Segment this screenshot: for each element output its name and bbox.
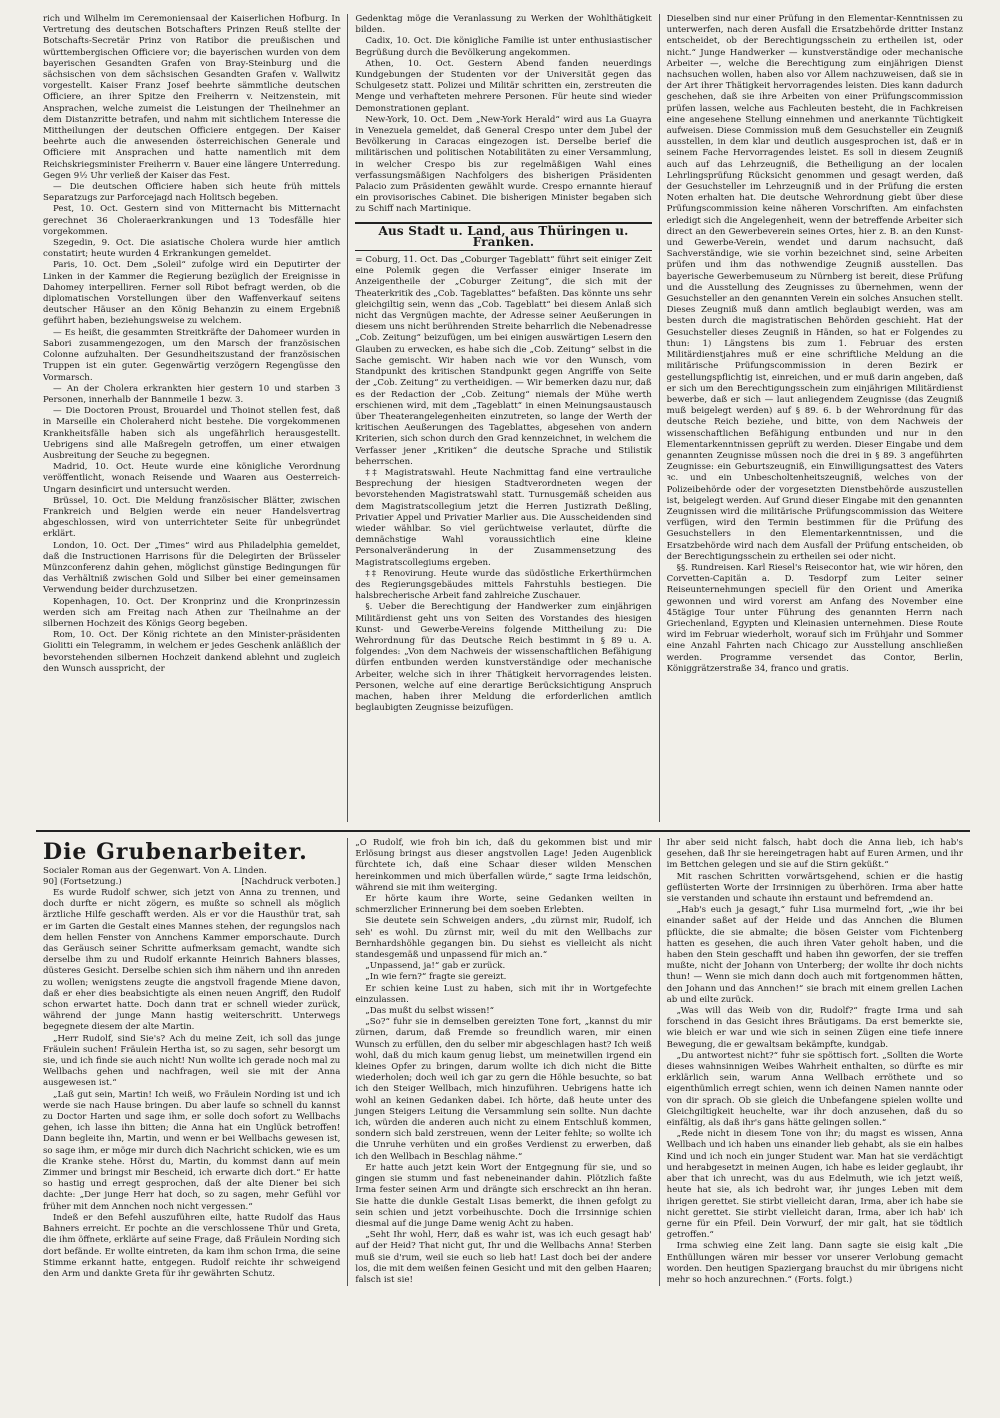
text-paragraph: Er schien keine Lust zu haben, sich mit ihr in Wortgefechte einzulassen. [355, 983, 652, 1005]
section-divider [36, 830, 970, 832]
text-paragraph: „Unpassend, ja!“ gab er zurück. [365, 961, 506, 972]
text-paragraph: Er hörte kaum ihre Worte, seine Gedanken weilten in schmerzlicher Erinnerung bei dem soeben Erlebten. [355, 894, 652, 916]
text-paragraph: rich und Wilhelm im Ceremoniensaal der Kaiserlichen Hofburg. In Vertretung des deutschen Botschafters Prinzen Reuß stellte der Botschafts-Secretär Prinz von Ratibor die preußischen und württembergischen Officiere vor; die bayerischen wurden von dem bayerischen Gesandten Grafen von Bray-Steinburg und die sächsischen von dem sächsischen Gesandten Grafen v. Wallwitz vorgestellt. Kaiser Franz Josef beehrte sämmtliche deutschen Officiere, an ihrer Spitze den Freiherrn v. Neitzenstein, mit Ansprachen, welche zumeist die Leistungen der Theilnehmer an dem Distanzritte betrafen, und nahm mit sichtlichem Interesse die Mittheilungen der deutschen Officiere entgegen. Der Kaiser beehrte auch die anwesenden österreichischen Generale und Officiere mit Ansprachen und hatte namentlich mit dem Reichskriegsminister Freiherrn v. Bauer eine längere Unterredung. Gegen 9½ Uhr verließ der Kaiser das Fest. [43, 14, 341, 181]
feuilleton-column-1 [36, 838, 347, 1286]
text-paragraph: §§. Rundreisen. Karl Riesel's Reisecontor hat, wie wir hören, den Corvetten-Capitän a. D. Tesdorpf zum Leiter seiner Reiseunternehmungen speciell für den Orient und Amerika gewonnen und wird vorerst am Anfang des November eine 45tägige Tour unter Führung des genannten Herrn nach Griechenland, Egypten und Kleinasien unternehmen. Diese Route wird im Februar wiederholt, worauf sich im Frühjahr und Sommer eine Anzahl Fahrten nach Chicago zur Ausstellung anschließen werden. Programme versendet das Contor, Berlin, Königgrätzerstraße 34, franco und gratis. [666, 562, 963, 674]
text-paragraph: — Es heißt, die gesammten Streitkräfte der Dahomeer wurden in Sabori zusammengezogen, um den Marsch der französischen Colonne aufzuhalten. Der Gesundheitszustand der französischen Truppen ist ein guter. Gegenwärtig verzögern Regengüsse den Vormarsch. [43, 327, 341, 383]
text-paragraph: Es wurde Rudolf schwer, sich jetzt von Anna zu trennen, und doch durfte er nicht zögern, es mußte so schnell als möglich ärztliche Hilfe geschafft werden. Als er vor die Hausthür trat, sah er im Garten die Gestalt eines Mannes stehen, der regungslos nach dem hellen Fenster von Annchens Kammer emporschaute. Durch das Geräusch seiner Schritte aufmerksam gemacht, wandte sich derselbe ihm zu und Rudolf erkannte Heinrich Bahners blasses, düsteres Gesicht. Derselbe schien sich ihm nähern und ihn anreden zu wollen; wenigstens zeugte die angstvoll fragende Miene davon, daß er eher dies beabsichtigte als einen neuen Angriff, den Rudolf schon erwartet hatte. Doch dann trat er schnell wieder zurück, während der junge Mann hastig weiterschritt. Unterwegs begegnete diesem der alte Martin. [43, 888, 341, 1033]
text-paragraph: Ihr aber seid nicht falsch, habt doch die Anna lieb, ich hab's gesehen, daß Ihr sie hereingetragen habt auf Euren Armen, und ihr im Bettchen gelegen und sie auf die Stirn geküßt.“ [666, 838, 963, 871]
text-paragraph: ‡‡ Renovirung. Heute wurde das südöstliche Erkerthürmchen des Regierungsgebäudes mittels Fahrstuhls bestiegen. Die halsbrecherische Arbeit fand zahlreiche Zuschauer. [355, 568, 652, 602]
text-paragraph: Dieselben sind nur einer Prüfung in den Elementar-Kenntnissen zu unterwerfen, nach deren Ausfall die Ersatzbehörde dritter Instanz entscheidet, ob der Berechtigungsschein zu ertheilen ist, oder nicht.“ Junge Handwerker — kunstverständige oder mechanische Arbeiter —, welche die Berechtigung zum einjährigen Dienst nachsuchen wollen, haben also vor Allem nachzuweisen, daß sie in der Art ihrer Thätigkeit hervorragendes leisten. Dies kann dadurch geschehen, daß sie ihre Arbeiten von einer Prüfungscommission prüfen lassen, welche aus Fachleuten besteht, die in Fachkreisen eine angesehene Stellung einnehmen und anerkannte Tüchtigkeit aufweisen. Diese Commission muß dem Gesuchsteller ein Zeugniß ausstellen, in dem klar und deutlich ausgesprochen ist, daß er in seinem Fache Hervorragendes leistet. Es soll in diesem Zeugniß auch auf das Lehrzeugniß, die Betheiligung an der localen Lehrlingsprüfung Rücksicht genommen und gesagt werden, daß der Gesuchsteller im Lehrzeugniß und in der Prüfung die ersten Noten erhalten hat. Die deutsche Wehrordnung giebt über diese Prüfungscommission keine näheren Vorschriften. Am einfachsten erledigt sich die Angelegenheit, wenn der betreffende Arbeiter sich direct an den Gewerbeverein seines Ortes, hier z. B. an den Kunst- und Gewerbe-Verein, wendet und darum nachsucht, daß Sachverständige, wie sie vorhin bezeichnet sind, seine Arbeiten prüfen und ihm das nothwendige Zeugniß ausstellen. Das bayerische Gewerbemuseum zu Nürnberg ist bereit, diese Prüfung und die Ausstellung des Zeugnisses zu übernehmen, wenn der Gesuchsteller an den genannten Verein ein solches Ansuchen stellt. Dieses Zeugniß muß dann amtlich beglaubigt werden, was am besten durch die magistratischen Behörden geschieht. Hat der Gesuchsteller dieses Zeugniß in Händen, so hat er Folgendes zu thun: 1) Längstens bis zum 1. Februar des ersten Militärdienstjahres muß er eine schriftliche Meldung an die militärische Prüfungscommission in deren Bezirk er gestellungspflichtig ist, einreichen, und er muß darin angeben, daß er sich um den Berechtigungsschein zum einjährigen Militärdienst bewerbe, daß er sich — laut anliegendem Zeugnisse (das Zeugniß muß beigelegt werden) auf § 89. 6. b der Wehrordnung für das deutsche Reich beziehe, und bitte, von dem Nachweis der wissenschaftlichen Befähigung entbunden und nur in den Elementarkenntnissen geprüft zu werden. Dieser Eingabe und dem genannten Zeugnisse müssen noch die drei in § 89. 3 angeführten Zeugnisse: ein Geburtszeugniß, ein Einwilligungsattest des Vaters ꝛc. und ein Unbescholtenheitszeugniß, welches von der Polizeibehörde oder der vorgesetzten Dienstbehörde auszustellen ist, beigelegt werden. Auf Grund dieser Eingabe mit den genannten Zeugnissen wird die militärische Prüfungscommission das Weitere verfügen, wird den Termin bestimmen für die Prüfung des Gesuchstellers in den Elementarkenntnissen, und die Ersatzbehörde wird nach dem Ausfall der Prüfung entscheiden, ob der Berechtigungsschein zu ertheilen sei oder nicht. [666, 14, 963, 562]
text-paragraph: „So?“ fuhr sie in demselben gereizten Tone fort, „kannst du mir zürnen, darum, daß Fremde so freundlich waren, mir einen Wunsch zu erfüllen, den du selber mir abgeschlagen hast? Ich weiß wohl, daß du mich kaum genug liebst, um meinetwillen irgend ein kleines Opfer zu bringen, darum wollte ich dich nicht die Bitte wiederholen; doch weil ich gar zu gern die Höhle besuchte, so bat ich den Steiger Wellbach, mich hinzuführen. Uebrigens hatte ich wohl an keinen Gedanken dabei. Ich hörte, daß heute unter des jungen Steigers Leitung die Versammlung sein sollte. Nun dachte ich, würden die anderen auch nicht zu einem Entschluß kommen, sondern sich bald zerstreuen, wenn der Leiter fehlte; so wollte ich die Unruhe verhüten und ein großes Verdienst zu erwerben, daß ich den Wellbach in Beschlag nähme.“ [355, 1017, 652, 1162]
text-paragraph: Brüssel, 10. Oct. Die Meldung französischer Blätter, zwischen Frankreich und Belgien werde ein neuer Handelsvertrag abgeschlossen, wird von unterrichteter Seite für unbegründet erklärt. [43, 495, 341, 540]
section-heading: Aus Stadt u. Land, aus Thüringen u. Franken. [355, 222, 651, 251]
text-paragraph: „Herr Rudolf, sind Sie's? Ach du meine Zeit, ich soll das junge Fräulein suchen! Fräulein Hertha ist, so zu sagen, sehr besorgt um sie, und ich finde sie auch nicht! Nun wollte ich gerade noch mal zu Wellbachs gehen und nachfragen, weil sie mit der Anna ausgewesen ist.“ [43, 1033, 341, 1089]
feuilleton-column-3 [659, 838, 970, 1286]
text-paragraph: Kopenhagen, 10. Oct. Der Kronprinz und die Kronprinzessin werden sich am Freitag nach Athen zur Theilnahme an der silbernen Hochzeit des Königs Georg begeben. [43, 596, 341, 629]
continued-label: (Fortsetzung.) [60, 877, 122, 887]
text-paragraph: Mit raschen Schritten vorwärtsgehend, schien er die hastig geflüsterten Worte der Irrsinnigen zu überhören. Irma aber hatte sie verstanden und schaute ihn erstaunt und befremdend an. [666, 871, 963, 905]
text-paragraph: „Du antwortest nicht?“ fuhr sie spöttisch fort. „Sollten die Worte dieses wahnsinnigen Weibes Wahrheit enthalten, so dürfte es mir erklärlich sein, warum Anna Wellbach erröthete und so eigenthümlich erregt schien, wenn ich deinen Namen nannte oder von dir sprach. Ob sie gleich die Unbefangene spielen wollte und Gleichgiltigkeit heuchelte, war ihr doch anzusehen, daß du so einfältig, als daß ihr's gans hätte gelingen sollen.“ [666, 1050, 963, 1129]
text-paragraph: „Hab's euch ja gesagt,“ fuhr Lisa murmelnd fort, „wie ihr bei einander saßet auf der Heide und das Annchen die Blumen pflückte, die sie abmalte; die bösen Geister vom Fichtenberg hatten es gesehen, die auch ihren Vater geholt haben, und die haben den Stein geschafft und haben ihn geworfen, der sie treffen mußte, nicht der Johann von Unterberg; der wollte ihr doch nichts thun! — Wenn sie mich dann doch auch mit fortgenommen hätten, den Johann und das Annchen!“ sie brach mit einem grellen Lachen ab und eilte zurück. [666, 905, 963, 1005]
text-paragraph: — An der Cholera erkrankten hier gestern 10 und starben 3 Personen, innerhalb der Bannmeile 1 bezw. 3. [43, 383, 341, 405]
text-paragraph: — Die Doctoren Proust, Brouardel und Thoinot stellen fest, daß in Marseille ein Choleraherd nicht bestehe. Die vorgekommenen Krankheitsfälle haben sich als ungefährlich herausgestellt. Uebrigens sind alle Maßregeln getroffen, um einer etwaigen Ausbreitung der Seuche zu begegnen. [43, 406, 341, 461]
text-paragraph: — Die deutschen Officiere haben sich heute früh mittels Separatzugs zur Parforcejagd nach Holitsch begeben. [43, 182, 341, 204]
news-column-3 [659, 14, 970, 822]
text-paragraph: Pest, 10. Oct. Gestern sind von Mitternacht bis Mitternacht gerechnet 36 Choleraerkrankungen und 13 Todesfälle hier vorgekommen. [43, 204, 341, 237]
text-paragraph: Rom, 10. Oct. Der König richtete an den Minister-präsidenten Giolitti ein Telegramm, in welchem er jedes Geschenk anläßlich der bevorstehenden silbernen Hochzeit dankend ablehnt und zugleich den Wunsch ausspricht, der [43, 630, 341, 674]
text-paragraph: Irma schwieg eine Zeit lang. Dann sagte sie eisig kalt „Die Enthüllungen wären mir besser vor unserer Verlobung gemacht worden. Den heutigen Spaziergang brauchst du mir übrigens nicht mehr so hoch anzurechnen.“ (Forts. folgt.) [666, 1241, 963, 1285]
text-paragraph: Cadix, 10. Oct. Die königliche Familie ist unter enthusiastischer Begrüßung durch die Bevölkerung angekommen. [355, 36, 652, 58]
news-column-1 [36, 14, 347, 822]
text-paragraph: = Coburg, 11. Oct. Das „Coburger Tageblatt“ führt seit einiger Zeit eine Polemik gegen die Verfasser einiger Inserate im Anzeigentheile der „Coburger Zeitung“, die sich mit der Theaterkritik des „Cob. Tageblattes“ befaßten. Das könnte uns sehr gleichgiltig sein, wenn das „Cob. Tageblatt“ bei diesem Anlaß sich nicht das Vergnügen machte, der Adresse seiner Aeußerungen in diesem uns nicht berührenden Streite beharrlich die Nebenadresse „Cob. Zeitung“ beizufügen, um bei einigen auswärtigen Lesern den Glauben zu erwecken, es habe sich die „Cob. Zeitung“ selbst in die Sache gemischt. Wir haben nach wie vor den Wunsch, vom Standpunkt des kritischen Standpunkt gegen Angriffe von Seite der „Cob. Zeitung“ zu vertheidigen. — Wir bemerken dazu nur, daß es der Redaction der „Cob. Zeitung“ niemals der Mühe werth erschienen wird, mit dem „Tageblatt“ in einen Meinungsaustausch über Theaterangelegenheiten einzutreten, so lange der Werth der kritischen Aeußerungen des Tageblattes, abgesehen von andern Kriterien, sich schon durch den Grad kennzeichnet, in welchem die Verfasser jener „Kritiken“ die deutsche Sprache und Stilistik beherrschen. [355, 255, 652, 467]
feuilleton-column-2 [347, 838, 658, 1286]
text-paragraph: New-York, 10. Oct. Dem „New-York Herald“ wird aus La Guayra in Venezuela gemeldet, daß General Crespo unter dem Jubel der Bevölkerung in Caracas eingezogen ist. Derselbe berief die militärischen und politischen Notabilitäten zu einer Versammlung, in welcher Crespo bis zur regelmäßigen Wahl eines verfassungsmäßigen Nachfolgers des bisherigen Präsidenten Palacio zum Präsidenten gewählt wurde. Crespo ernannte hierauf ein provisorisches Cabinet. Die bisherigen Minister begaben sich zu Schiff nach Martinique. [355, 114, 652, 215]
text-paragraph: Sie deutete sein Schweigen anders, „du zürnst mir, Rudolf, ich seh' es wohl. Du zürnst mir, weil du mit den Wellbachs zur Bernhardshöhle gegangen bin. Du siehst es vielleicht als nicht standesgemäß und unpassend für mich an.“ [355, 916, 652, 961]
news-column-2 [347, 14, 658, 822]
text-paragraph: Paris, 10. Oct. Dem „Soleil“ zufolge wird ein Deputirter der Linken in der Kammer die Regierung bezüglich der Ereignisse in Dahomey interpelliren. Ferner soll Ribot befragt werden, ob die diplomatischen Vorstellungen über den Waffenverkauf seitens deutscher Häuser an den König Behanzin zu einem Ergebniß geführt haben, beziehungsweise zu welchem. [43, 260, 341, 327]
feuilleton-section [36, 838, 970, 1286]
text-paragraph: Er hatte auch jetzt kein Wort der Entgegnung für sie, und so gingen sie stumm und fast nebeneinander dahin. Plötzlich faßte Irma fester seinen Arm und drängte sich erschreckt an ihn heran. Sie hatte die dunkle Gestalt Lisas bemerkt, die ihnen gefolgt zu sein schien und jetzt vorbeihuschte. Doch die Irrsinnige schien diesmal auf die junge Dame wenig Acht zu haben. [355, 1162, 652, 1229]
text-paragraph: „In wie fern?“ fragte sie gereizt. [365, 972, 507, 983]
text-paragraph: London, 10. Oct. Der „Times“ wird aus Philadelphia gemeldet, daß die Instructionen Harrisons für die Delegirten der Brüsseler Münzconferenz dahin gehen, möglichst günstige Bedingungen für das Verhältniß zwischen Gold und Silber bei einer gemeinsamen Verwendung beider durchzusetzen. [43, 540, 341, 596]
feuilleton-title: Die Grubenarbeiter. [43, 839, 308, 865]
text-paragraph: Athen, 10. Oct. Gestern Abend fanden neuerdings Kundgebungen der Studenten vor der Universität gegen das Schulgesetz statt. Polizei und Militär schritten ein, zerstreuten die Menge und verhafteten mehrere Personen. Für heute sind wieder Demonstrationen geplant. [355, 58, 652, 114]
feuilleton-meta [43, 877, 340, 888]
feuilleton-subtitle: Socialer Roman aus der Gegenwart. Von A. Linden. [43, 866, 267, 876]
text-paragraph: „Rede nicht in diesem Tone von ihr; du magst es wissen, Anna Wellbach und ich haben uns einander lieb gehabt, als sie ein halbes Kind und ich noch ein junger Student war. Man hat sie verdächtigt und herabgesetzt in meinen Augen, ich habe es leider geglaubt, ihr aber that ich unrecht, was du aus Edelmuth, wie ich jetzt weiß, heute hat sie, als ich bedroht war, ihr junges Leben mit dem ihrigen gerettet. Sie stirbt vielleicht daran, Irma, aber ich habe sie nicht gerettet. Sie stirbt vielleicht daran, Irma, aber ich hab' ich gerne für ein Pfeil. Dein Vorwurf, der mir galt, hat sie tödtlich getroffen.“ [666, 1129, 963, 1241]
installment-number: 90] [43, 877, 58, 887]
text-paragraph: Szegedin, 9. Oct. Die asiatische Cholera wurde hier amtlich constatirt; heute wurden 4 Erkrankungen gemeldet. [43, 238, 341, 260]
text-paragraph: §. Ueber die Berechtigung der Handwerker zum einjährigen Militärdienst geht uns von Seiten des Vorstandes des hiesigen Kunst- und Gewerbe-Vereins folgende Mittheilung zu: Die Wehrordnung für das Deutsche Reich bestimmt in § 89 u. A. folgendes: „Von dem Nachweis der wissenschaftlichen Befähigung dürfen entbunden werden kunstverständige oder mechanische Arbeiter, welche sich in ihrer Thätigkeit hervorragendes leisten. Personen, welche auf eine derartige Berücksichtigung Anspruch machen, haben ihrer Meldung die erforderlichen amtlich beglaubigten Zeugnisse beizufügen. [355, 602, 652, 714]
text-paragraph: „Laß gut sein, Martin! Ich weiß, wo Fräulein Nording ist und ich werde sie nach Hause bringen. Du aber laufe so schnell du kannst zu Doctor Harten und sage ihm, er solle doch sofort zu Wellbachs gehen, ich lasse ihn bitten; die Anna hat ein Unglück betroffen! Dann begleite ihn, Martin, und wenn er bei Wellbachs gewesen ist, so sage ihm, er möge mir durch dich Nachricht schicken, wie es um die Kranke stehe. Hörst du, Martin, du kommst dann auf mein Zimmer und bringst mir Bescheid, ich erwarte dich dort.“ Er hatte so hastig und erregt gesprochen, daß der alte Diener bei sich dachte: „Der junge Herr hat doch, so zu sagen, mehr Gefühl vor früher mit dem Annchen noch nicht vergessen.“ [43, 1089, 341, 1212]
text-paragraph: „O Rudolf, wie froh bin ich, daß du gekommen bist und mir Erlösung bringst aus dieser angstvollen Lage! Jeden Augenblick fürchtete ich, daß eine Schaar dieser wilden Menschen hereinkommen und mich überfallen würde,“ sagte Irma leidschön, während sie mit ihm weiterging. [355, 838, 652, 893]
news-section [36, 14, 970, 822]
text-paragraph: „Seht Ihr wohl, Herr, daß es wahr ist, was ich euch gesagt hab' auf der Heid? That nicht gut, Ihr und die Wellbachs Anna! Sterben muß sie d'rum, weil sie euch so lieb hat! Last doch bei der andere los, die mit dem weißen feinen Gesicht und mit den gelben Haaren; falsch ist sie! [355, 1230, 652, 1285]
text-paragraph: „Was will das Weib von dir, Rudolf?“ fragte Irma und sah forschend in das Gesicht ihres Bräutigams. Da erst bemerkte sie, wie bleich er war und wie sich in seinen Zügen eine tiefe innere Bewegung, die er gewaltsam bekämpfte, kundgab. [666, 1006, 963, 1050]
text-paragraph: Indeß er den Befehl auszuführen eilte, hatte Rudolf das Haus Bahners erreicht. Er pochte an die verschlossene Thür und Greta, die ihm öffnete, erklärte auf seine Frage, daß Fräulein Nording sich dort befände. Er wollte eintreten, da kam ihm schon Irma, die seine Stimme erkannt hatte, entgegen. Rudolf reichte ihr schweigend den Arm und dankte Greta für ihr gewährten Schutz. [43, 1212, 341, 1279]
text-paragraph: ‡‡ Magistratswahl. Heute Nachmittag fand eine vertrauliche Besprechung der hiesigen Stadtverordneten wegen der bevorstehenden Magistratswahl statt. Turnusgemäß scheiden aus dem Magistratscollegium jetzt die Herren Justizrath Deßling, Privatier Appel und Privatier Marlier aus. Die Ausscheidenden sind wieder wählbar. So viel gerüchtweise verlautet, dürfte die demnächstige Wahl voraussichtlich eine kleine Personalveränderung in der Zusammensetzung des Magistratscollegiums ergeben. [355, 467, 652, 568]
text-paragraph: „Das mußt du selbst wissen!“ [365, 1006, 495, 1017]
text-paragraph: Gedenktag möge die Veranlassung zu Werken der Wohlthätigkeit bilden. [355, 14, 652, 36]
reprint-notice: [Nachdruck verboten.] [241, 877, 341, 887]
text-paragraph: Madrid, 10. Oct. Heute wurde eine königliche Verordnung veröffentlicht, wonach Reisende und Waaren aus Oesterreich-Ungarn desinficirt und untersucht werden. [43, 462, 341, 495]
